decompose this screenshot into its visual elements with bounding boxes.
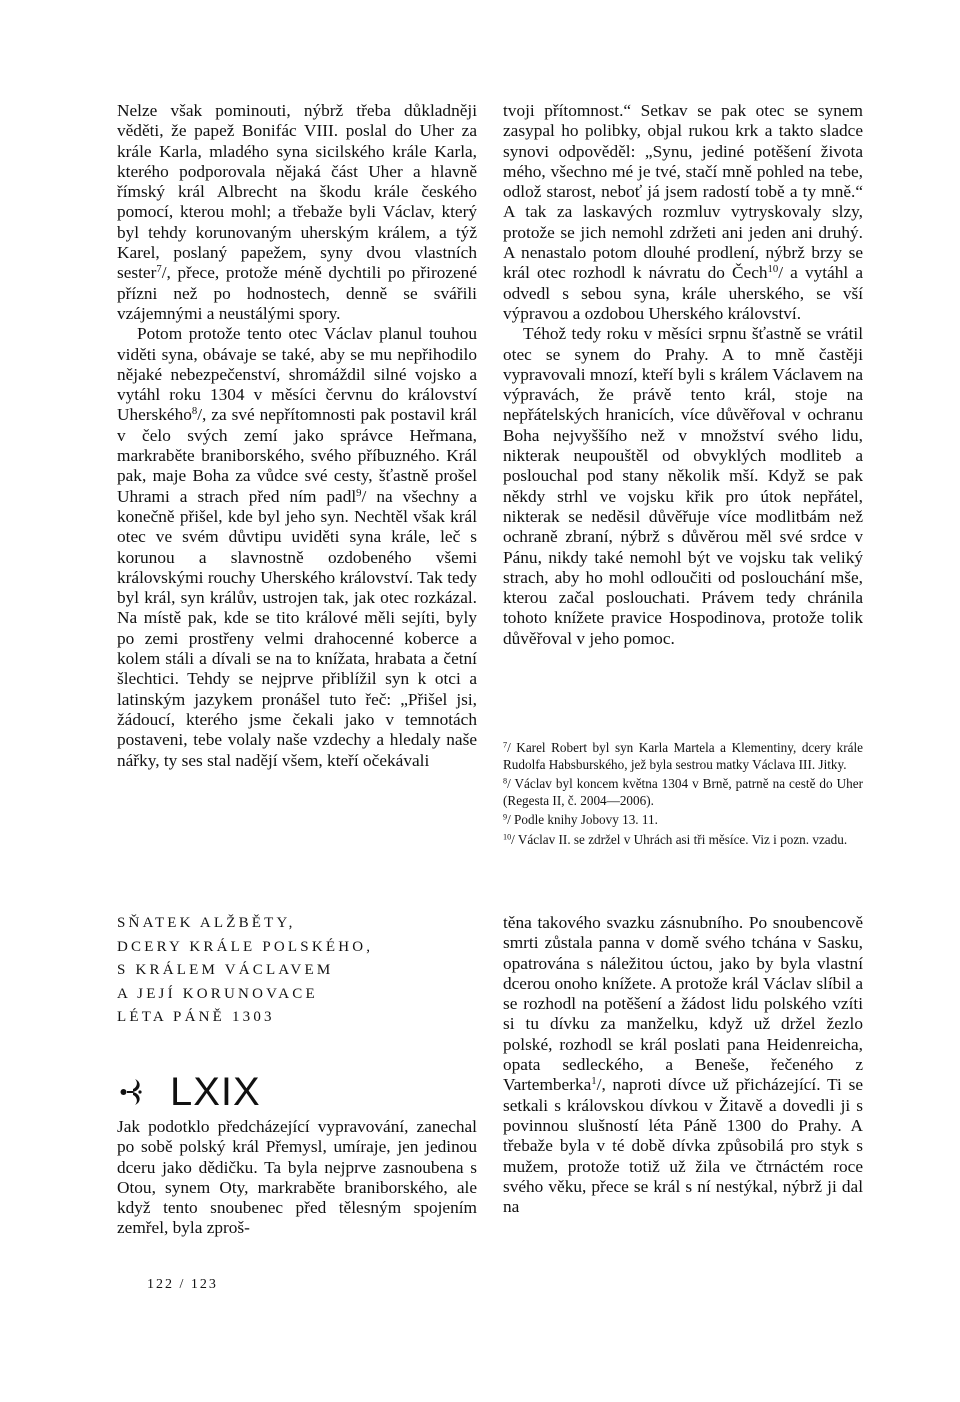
footnote-text: / Václav II. se zdržel v Uhrách asi tři měsíce. Viz i pozn. vzadu. bbox=[511, 831, 848, 847]
fleuron-ornament-icon bbox=[120, 1075, 146, 1109]
footnote-number: 8 bbox=[503, 776, 508, 786]
right-column-top bbox=[503, 101, 863, 649]
footnote bbox=[503, 812, 863, 829]
page-number: 122 / 123 bbox=[147, 1277, 218, 1292]
footnote-number: 9 bbox=[503, 812, 508, 822]
heading-line: LÉTA PÁNĚ 1303 bbox=[117, 1009, 275, 1026]
paragraph-text: Nelze však pominouti, nýbrž třeba důkladněji věděti, že papež Bonifác VIII. poslal do Uher za krále Karla, mladého syna sicilského krále Karla, kterého podporovala nějaká část Uher a hlavně římský král Albrecht na škodu krále českého pomocí, kterou mohl; a třebaže byli Václav, který byl tehdy korunovaným uherským králem, a týž Karel, poslaný papežem, syny dvou vlastních sester bbox=[117, 101, 477, 283]
footnote-text: / Karel Robert byl syn Karla Martela a Klementiny, dcery krále Rudolfa Habsburského, jež byla sestrou matky Václava III. Jitky. bbox=[503, 740, 863, 772]
heading-line: DCERY KRÁLE POLSKÉHO, bbox=[117, 938, 374, 955]
paragraph bbox=[117, 101, 477, 324]
paragraph-text: /, za své nepřítomnosti pak postavil král v čelo svých zemí jako správce Heřmana, markraběte braniborského, svého příbuzného. Král pak, maje Boha za vůdce své cesty, šťastně prošel Uhrami a strach před ním padl bbox=[117, 405, 477, 506]
footnote-ref[interactable]: 8 bbox=[191, 405, 198, 418]
section-heading bbox=[117, 912, 477, 1030]
paragraph bbox=[503, 101, 863, 324]
footnote-number: 10 bbox=[503, 832, 512, 841]
footnote-ref[interactable]: 9 bbox=[356, 486, 362, 499]
footnote bbox=[503, 740, 863, 773]
left-column-top bbox=[117, 101, 477, 771]
paragraph-text: Potom protože tento otec Václav planul touhou viděti syna, obávaje se také, aby se mu nepřihodilo nějaké nebezpečenství, shromáždil silné vojsko a vytáhl roku 1304 v měsíci červnu do království Uherského bbox=[117, 324, 477, 425]
paragraph-text: tvoji přítomnost.“ Setkav se pak otec se synem zasypal ho polibky, objal rukou krk a takto sladce synovi odpověděl: „Synu, jediné potěšení života mého, všechno mé je tvé, stačí mně pohled na tebe, odlož starost, neboť já jsem radostí tobě a ty mně.“ A tak za laskavých rozmluv vytryskovaly slzy, protože se jich nemohl zdržeti ani jeden ani druhý. A nenastalo potom dlouhé prodlení, nýbrž brzy se král otec rozhodl k návratu do Čech bbox=[503, 101, 863, 283]
footnote-number: 7 bbox=[503, 740, 508, 750]
chapter-number: LXIX bbox=[170, 1070, 261, 1114]
footnote-ref[interactable]: 10 bbox=[767, 263, 779, 276]
paragraph: Jak podotklo předcházející vypravování, zanechal po sobě polský král Přemysl, umíraje, jen jedinou dceru jako dědičku. Ta byla nejprve zasnoubena s Otou, synem Oty, markraběte braniborského, ale když tento snoubenec před tělesným spojením zemřel, byla zproš- bbox=[117, 1117, 477, 1238]
left-column-bottom bbox=[117, 1117, 477, 1239]
paragraph bbox=[117, 324, 477, 771]
heading-line: SŇATEK ALŽBĚTY, bbox=[117, 915, 296, 931]
heading-line: S KRÁLEM VÁCLAVEM bbox=[117, 962, 334, 979]
paragraph-text: / na všechny a konečně přišel, kde byl jeho syn. Nechtěl však král otec ve svém důvtipu uviděti syna krále, leč s korunou a slavnostně ozdobeného všemi královskými rouchy Uherského království. Tak tedy byl král, syn králův, ustrojen tak, jak otec rozkázal. Na místě pak, kde se tito králové měli sejíti, byly po zemi prostřeny velmi drahocenné koberce a kolem stáli a dívali se na to knížata, hrabata a četní šlechtici. Tehdy se nejprve přiblížil syn k otci a latinským jazykem pronášel tuto řeč: „Přišel jsi, žádoucí, kterého jsme čekali jako v temnotách postaveni, tebe volaly naše vzdechy a hledaly naše nářky, ty ses stal nadějí všem, kteří očekávali bbox=[117, 486, 478, 770]
paragraph-text: / a vytáhl a odvedl s sebou syna, krále uherského, se vší výpravou a ozdobou Uherského království. bbox=[503, 263, 863, 323]
paragraph-text: /, naproti dívce už přicházející. Ti se setkali s královskou dívkou v Žitavě a dovedli ji s povinnou slušností léta Páně 1300 do Prahy. A třebaže byla v té době dívka způsobilá pro styk s mužem, protože totiž už žila ve čtrnáctém roce svého věku, přece se král s ní nestýkal, nýbrž ji dal na bbox=[503, 1075, 863, 1217]
heading-line: A JEJÍ KORUNOVACE bbox=[117, 985, 318, 1002]
footnote-text: / Václav byl koncem května 1304 v Brně, patrně na cestě do Uher (Regesta II, č. 2004—2006). bbox=[503, 776, 863, 808]
paragraph-text: těna takového svazku zásnubního. Po snoubencově smrti zůstala panna v domě svého tchána v Sasku, opatrována s náležitou úctou, jako by byla vlastní dcerou onoho knížete. A protože král Václav slíbil a se rozhodl na potěšení a žádost lidu polského vzíti si tu dívku za manželku, když už držel žezlo polské, rozhodl se král poslati pana Heidenreicha, opata sedleckého, a Beneše, řečeného z Vartemberka bbox=[503, 913, 863, 1095]
paragraph: Téhož tedy roku v měsíci srpnu šťastně se vrátil otec se synem do Prahy. A to mně častěji vypravovali mnozí, kteří byli s králem Václavem na výpravách, že právě tento král, stoje na nepřátelských hranicích, více důvěřoval v ochranu Boha nejvyššího než v množství svého lidu, nikterak neupouštěl od obvyklých modliteb a poslouchal pod stany několik mší. Když se pak někdy strhl ve vojsku křik pro útok nepřátel, nikterak se neděsil důvěřuje více modlitbám než ochraně zbraní, nýbrž s důvěrou měl své srdce v Pánu, nikdy také nemohl být ve vojsku tak veliký strach, aby ho mohl odloučiti od poslouchání mše, kterou začal poslouchati. Právem tedy chránila tohoto knížete pravice Hospodinova, protože tolik důvěřoval v jeho pomoc. bbox=[503, 324, 863, 648]
footnote bbox=[503, 776, 863, 809]
footnotes bbox=[503, 740, 863, 851]
footnote-ref[interactable]: 1 bbox=[591, 1075, 597, 1088]
footnote bbox=[503, 832, 863, 849]
footnote-text: / Podle knihy Jobovy 13. 11. bbox=[507, 812, 658, 827]
paragraph bbox=[503, 913, 863, 1217]
chapter-title bbox=[120, 1070, 261, 1114]
footnote-ref[interactable]: 7 bbox=[156, 263, 162, 276]
right-column-bottom bbox=[503, 913, 863, 1217]
paragraph-text: /, přece, protože méně dychtili po přirozené přízni než po hodnostech, denně se svářili vzájemnými a neustálými spory. bbox=[117, 263, 477, 323]
